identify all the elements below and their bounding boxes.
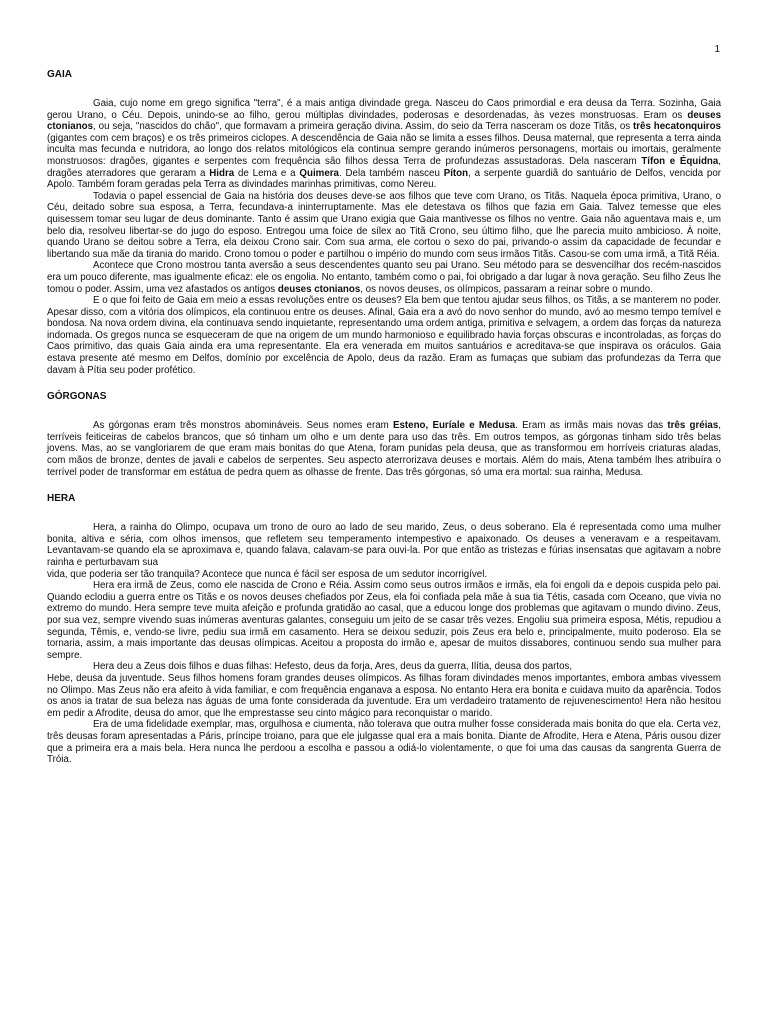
text-run: Hera deu a Zeus dois filhos e duas filhas: Hefesto, deus da forja, Ares, deus da guerra, Ilítia, deusa dos partos, (93, 661, 573, 673)
text-run: Gaia, cujo nome em grego significa "terra", é a mais antiga divindade grega. Nasceu do Caos primordial e era deusa da Terra. Sozinha, Gaia gerou Urano, o Céu. Depois, unindo-se ao filho, gerou múltiplas divindades, poderosas e desordenadas, às vezes monstruosas. Eram os (47, 98, 721, 121)
bold-term: Esteno, Euríale e Medusa (392, 420, 516, 432)
text-run: Todavia o papel essencial de Gaia na história dos deuses deve-se aos filhos que teve com Urano, os Titãs. Naquela época primitiva, Urano, o Céu, deitado sobre sua esposa, a Terra, fecundava-a ininterruptamente. Mas ele detestava os filhos que fazia em Gaia. Talvez temesse que eles quisessem tomar seu lugar de deus dominante. Tanto é assim que Urano exigia que Gaia mantivesse os filhos no ventre. Gaia não aguentava mais e, um belo dia, resolveu libertar-se do jugo do esposo. Entregou uma foice de sílex ao Titã Crono, seu último filho, que lhe parecia muito ambicioso. À noite, quando Urano se deitou sobre a Terra, ela deixou Crono sair. Com sua arma, ele cortou o sexo do pai, privando-o assim da capacidade de fecundar e libertando sua mãe da tirania do marido. Crono tomou o poder e partilhou o império do mundo com seus irmãos Titãs. Casou-se com uma irmã, a Titã Réia. (47, 190, 721, 260)
document-body (47, 68, 721, 766)
paragraph (47, 673, 721, 719)
paragraph (47, 295, 721, 376)
page-number: 1 (714, 44, 720, 55)
section-heading: GÓRGONAS (47, 391, 107, 403)
text-run: , a serpente guardiã do santuário de Delfos, vencida por Apolo. Também foram geradas pela Terra as divindades marinhas primitivas, como Nereu. (47, 167, 721, 191)
text-run: Acontece que Crono mostrou tanta aversão a seus descendentes quanto seu pai Urano. Seu método para se desvencilhar dos recém-nascidos era um pouco diferente, mas igualmente eficaz: ele os engolia. No entanto, também como o pai, foi obrigado a dar lugar à nova geração. Seu filho Zeus lhe tomou o poder. Assim, uma vez afastados os antigos (47, 260, 721, 295)
paragraph (47, 580, 721, 661)
section-heading: GAIA (47, 69, 72, 80)
text-run: , terríveis feiticeiras de cabelos brancos, que só tinham um olho e um dente para uso das três. Em outros tempos, as górgonas tinham sido três belas jovens. Mas, ao se vangloriarem de que eram mais bonitas do que Atena, foram punidas pela deusa, que as transformou em horríveis criaturas aladas, com mãos de bronze, dentes de javali e cabelos de serpentes. Seu aspecto aterrorizava deuses e mortais. Além do mais, Atena também lhes atribuíra o terrível poder de transformar em estátua de pedra quem as olhasse de frente. Das três górgonas, só uma era mortal: sua rainha, Medusa. (47, 420, 721, 478)
paragraph (47, 420, 721, 478)
bold-term: Tífon e Équidna (641, 155, 719, 167)
section-gorgonas (47, 390, 721, 478)
text-run: Era de uma fidelidade exemplar, mas, orgulhosa e ciumenta, não tolerava que outra mulher fosse considerada mais bonita do que ela. Certa vez, três deusas foram apresentadas a Páris, príncipe troiano, para que ele julgasse qual era a mais bonita. Diante de Afrodite, Hera e Atena, Páris ousou dizer que a primeira era a mais bela. Hera nunca lhe perdoou a escolha e passou a odiá-lo violentamente, o que foi uma das causas da sangrenta Guerra de Tróia. (47, 719, 721, 766)
section-gaia (47, 68, 721, 376)
text-run: . Dela também nasceu (338, 167, 444, 179)
paragraph (47, 98, 721, 191)
text-run: Hera era irmã de Zeus, como ele nascida de Crono e Réia. Assim como seus outros irmãos e irmãs, ela foi engoli da e depois cuspida pelo pai. Quando eclodiu a guerra entre os Titãs e os novos deuses chefiados por Zeus, ela foi confiada pela mãe à sua tia Tétis, casada com Oceano, que vivia no extremo do mundo. Hera sempre teve muita afeição e profunda gratidão ao casal, que a educou longe dos problemas que agitavam o mundo divino. Zeus, por sua vez, sempre vivendo suas inúmeras aventuras galantes, conseguiu um jeito de se casar três vezes. Engoliu sua primeira esposa, Métis, repudiou a segunda, Têmis, e, vendo-se livre, pediu sua irmã em casamento. Hera se deixou seduzir, pois Zeus era belo e, principalmente, muito poderoso. Ela se tornaria, assim, a mais importante das deusas olímpicas. Aceitou a proposta do irmão e, apesar de muitos dissabores, continuou sendo sua mulher para sempre. (47, 580, 721, 661)
text-run: . Eram as irmãs mais novas das (515, 420, 668, 432)
text-run: , os novos deuses, os olímpicos, passaram a reinar sobre o mundo. (360, 283, 653, 295)
section-heading: HERA (47, 493, 76, 505)
text-run: As górgonas eram três monstros abomináveis. Seus nomes eram (93, 420, 393, 432)
text-run: E o que foi feito de Gaia em meio a essas revoluções entre os deuses? Ela bem que tentou ajudar seus filhos, os Titãs, a se manterem no poder. Apesar disso, com a vitória dos olímpicos, ela continuou entre os deuses. Afinal, Gaia era a avó do novo senhor do mundo, avó ao mesmo tempo temível e bondosa. Na nova ordem divina, ela continuava sendo inquietante, representando uma ordem antiga, primitiva e selvagem, a ordem das forças da natureza indomada. Os gregos nunca se esqueceram de que na origem de um mundo harmonioso e equilibrado havia forças obscuras e incontroladas, as forças do Caos primitivo, das quais Gaia ainda era uma representante. Ela era venerada em muitos santuários e acreditava-se que inspirava os oráculos. Gaia estava presente até mesmo em Delfos, domínio por excelência de Apolo, deus da razão. Eram as fumaças que subiam das profundezas da Terra que davam à Pítia seu poder profético. (47, 295, 721, 376)
paragraph (47, 260, 721, 295)
bold-term: deuses ctonianos (47, 109, 721, 133)
bold-term: deuses ctonianos (277, 283, 361, 295)
text-run: , ou seja, "nascidos do chão", que formavam a primeira geração divina. Assim, do seio da Terra nasceram os doze Titãs, os (93, 121, 634, 133)
bold-term: Quimera (299, 167, 339, 179)
paragraph (47, 569, 721, 581)
paragraph (47, 719, 721, 765)
paragraph (47, 522, 721, 568)
bold-term: Píton (443, 167, 469, 179)
text-run: , dragões aterradores que geraram a (47, 155, 722, 179)
bold-term: três hecatonquiros (633, 121, 721, 133)
text-run: de Lema e a (234, 167, 300, 179)
text-run: Hera, a rainha do Olimpo, ocupava um trono de ouro ao lado de seu marido, Zeus, o deus soberano. Ela é representada como uma mulher bonita, altiva e séria, com olhos imensos, que refletem seu temperamento intempestivo e apaixonado. Os deuses a veneravam e a respeitavam. Levantavam-se quando ela se aproximava e, quando falava, calavam-se para ouvi-la. Por que então as tristezas e fúrias insensatas que agitavam a nobre rainha e perturbavam sua (47, 522, 721, 568)
text-run: vida, que poderia ser tão tranquila? Acontece que nunca é fácil ser esposa de um sedutor incorrigível. (47, 568, 488, 580)
section-hera (47, 492, 721, 765)
text-run: (gigantes com cem braços) e os três primeiros ciclopes. A descendência de Gaia não se limita a esses filhos. Deusa maternal, que representa a terra ainda inculta mas fecunda e nutridora, ao longo dos relatos mitológicos ela continua sempre gerando inúmeros personagens, mortais ou imortais, geralmente monstruosos: dragões, gigantes e serpentes com frequência são filhos dessa Terra de profundezas assustadoras. Dela nasceram (47, 132, 721, 167)
paragraph (47, 661, 721, 673)
text-run: Hebe, deusa da juventude. Seus filhos homens foram grandes deuses olímpicos. As filhas foram divindades menos importantes, embora ambas vivessem no Olimpo. Mas Zeus não era afeito à vida familiar, e com frequência enganava a esposa. No entanto Hera era bonita e cuidava muito da aparência. Todos os anos ia tratar de sua beleza nas águas de uma fonte considerada da juventude. Era um verdadeiro tratamento de rejuvenescimento! Hera não hesitou em pedir a Afrodite, deusa do amor, que lhe emprestasse seu cinto mágico para reconquistar o marido. (47, 672, 721, 719)
bold-term: Hidra (209, 167, 235, 179)
paragraph (47, 191, 721, 261)
bold-term: três gréias (667, 420, 719, 432)
